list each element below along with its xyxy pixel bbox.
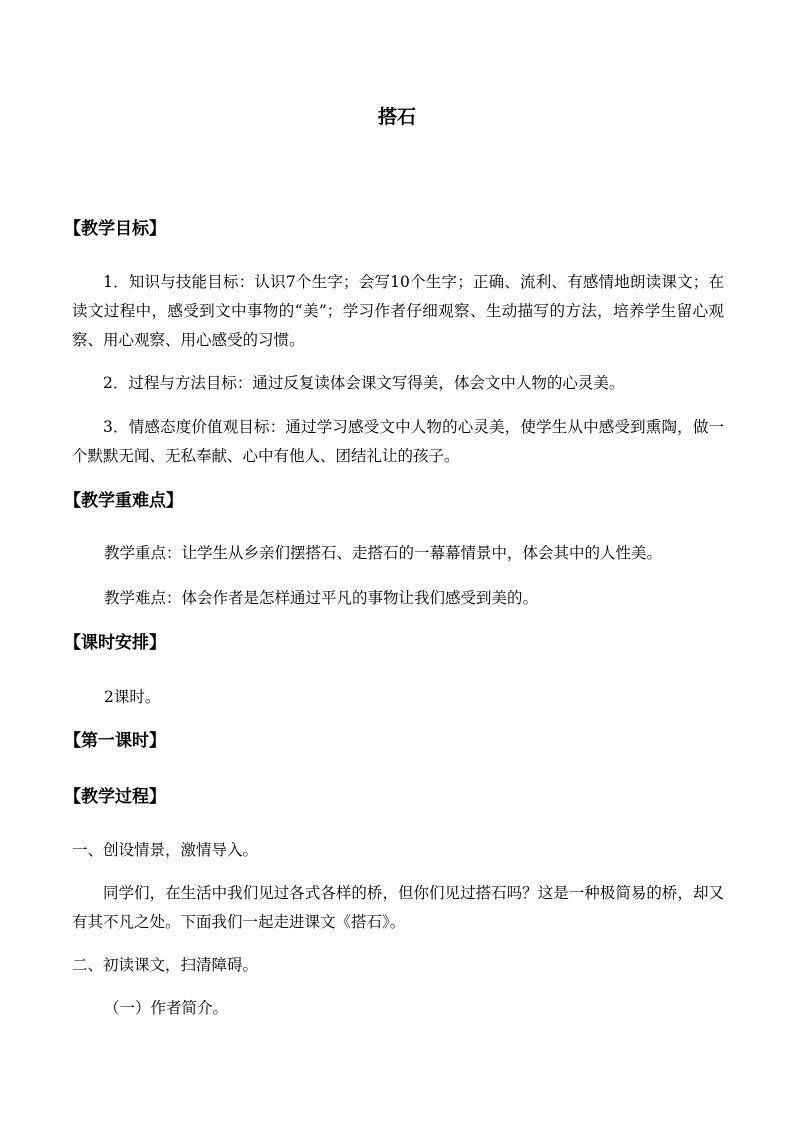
- step1-text: 同学们，在生活中我们见过各式各样的桥，但你们见过搭石吗？这是一种极简易的桥，却又有其不凡之处。下面我们一起走进课文《搭石》。: [72, 884, 724, 931]
- step2-title: 二、初读课文，扫清障碍。: [72, 956, 259, 974]
- goal-item-3: 3．情感态度价值观目标：通过学习感受文中人物的心灵美，使学生从中感受到熏陶，做一个默默无闻、无私奉献、心中有他人、团结礼让的孩子。: [72, 418, 724, 465]
- goal-item-2: 2．过程与方法目标：通过反复读体会课文写得美，体会文中人物的心灵美。: [103, 374, 625, 392]
- step2-subheading: （一）作者简介。: [104, 999, 229, 1017]
- schedule-text: 2课时。: [104, 688, 161, 706]
- heading-key-points: 【教学重难点】: [64, 491, 183, 511]
- heading-schedule: 【课时安排】: [64, 633, 166, 653]
- teaching-difficulty: 教学难点：体会作者是怎样通过平凡的事物让我们感受到美的。: [104, 589, 539, 607]
- step1-title: 一、创设情景，激情导入。: [72, 841, 259, 859]
- heading-first-lesson: 【第一课时】: [64, 731, 166, 751]
- heading-teaching-goals: 【教学目标】: [64, 219, 166, 239]
- teaching-focus: 教学重点：让学生从乡亲们摆搭石、走搭石的一幕幕情景中，体会其中的人性美。: [104, 544, 663, 562]
- heading-teaching-process: 【教学过程】: [64, 787, 166, 807]
- goal-item-1: 1．知识与技能目标：认识7个生字；会写10个生字；正确、流利、有感情地朗读课文；在读文过程中，感受到文中事物的“美”；学习作者仔细观察、生动描写的方法，培养学生留心观察、用心观察、用心感受的习惯。: [72, 273, 724, 349]
- page-title: 搭石: [377, 106, 416, 128]
